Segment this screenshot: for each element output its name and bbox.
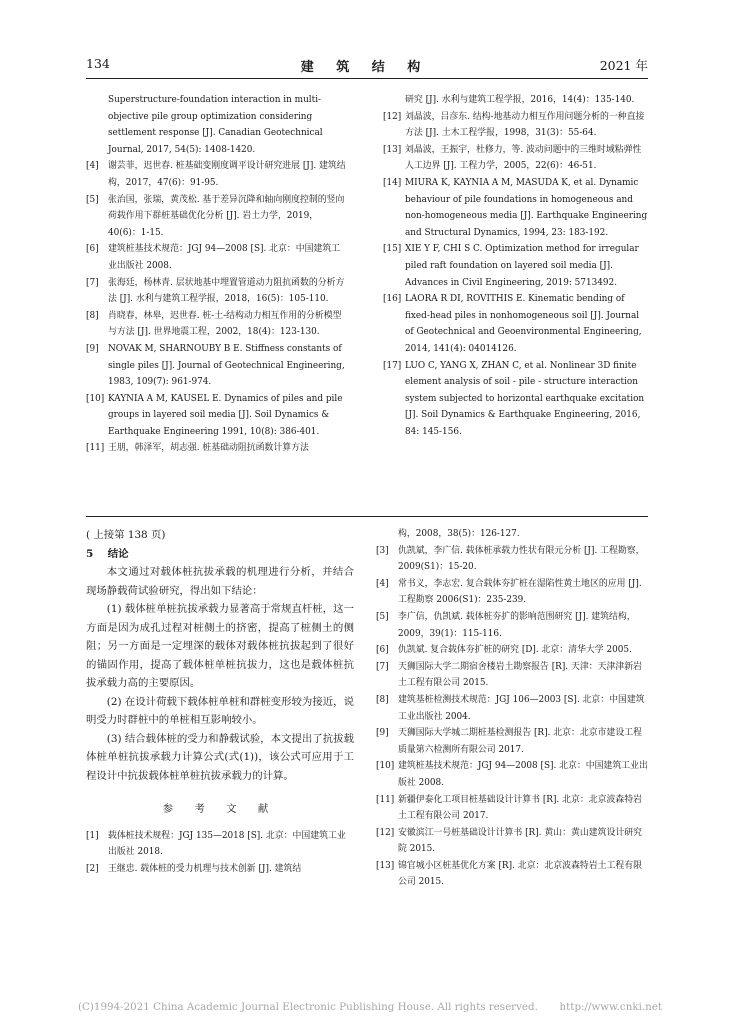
reference-number: [11] — [376, 794, 395, 805]
section-title: 结论 — [107, 547, 129, 560]
reference-number: [4] — [86, 161, 99, 172]
reference-text: 建筑基桩检测技术规范：JGJ 106—2003 [S]. 北京：中国建筑工业出版社 2004. — [398, 694, 645, 722]
reference-item — [383, 291, 649, 357]
reference-item — [86, 192, 348, 242]
reference-item — [86, 158, 348, 191]
reference-item — [383, 142, 649, 175]
reference-text: 建筑桩基技术规范：JGJ 94—2008 [S]. 北京：中国建筑工业出版社 2008. — [108, 244, 341, 271]
reference-text: 研究 [J]. 水利与建筑工程学报，2016，14(4)：135-140. — [405, 95, 635, 105]
reference-number: [12] — [376, 827, 395, 838]
reference-item — [86, 828, 354, 861]
reference-text: 王继忠. 载体桩的受力机理与技术创新 [J]. 建筑结 — [108, 863, 302, 874]
reference-item — [376, 792, 648, 825]
reference-number: [14] — [383, 177, 402, 188]
reference-number: [11] — [86, 443, 105, 454]
reference-item — [376, 758, 648, 791]
reference-item — [383, 109, 649, 142]
section-number: 5 — [86, 547, 94, 560]
reference-text: 谢芸菲，迟世春. 桩基础变刚度调平设计研究进展 [J]. 建筑结构，2017，47(6)：91-95. — [108, 161, 346, 188]
reference-text: LUO C, YANG X, ZHAN C, et al. Nonlinear 3D finite element analysis of soil - pile - structure interaction system subjected to horizontal earthquake excitation [J]. Soil Dynamics & Earthquake Engineering, 2016, 84: 145-156. — [405, 360, 645, 437]
reference-number: [7] — [376, 661, 389, 672]
reference-item — [376, 858, 648, 891]
reference-text: 载体桩技术规程：JGJ 135—2018 [S]. 北京：中国建筑工业出版社 2018. — [108, 830, 346, 858]
conclusion-paragraph: (1) 载体桩单桩抗拔承载力显著高于常规直杆桩，这一方面是因为成孔过程对桩侧土的挤密，提高了桩侧土的侧阻；另一方面是一定埋深的载体对载体桩抗拔起到了很好的锚固作用，提高了载体桩单桩抗拔力，这也是载体桩抗拔承载力高的主要原因。 — [86, 603, 354, 689]
reference-text: 安徽滨江一号桩基础设计计算书 [R]. 黄山：黄山建筑设计研究院 2015. — [398, 827, 642, 855]
bottom-references-right — [376, 526, 648, 891]
reference-number: [5] — [376, 611, 389, 622]
header-rule — [86, 78, 648, 79]
reference-text: NOVAK M, SHARNOUBY B E. Stiffness constants of single piles [J]. Journal of Geotechnical Engineering, 1983, 109(7): 961-974. — [108, 343, 345, 388]
reference-text: XIE Y F, CHI S C. Optimization method for irregular piled raft foundation on layered soil media [J]. Advances in Civil Engineering, 2019: 5713492. — [405, 244, 639, 288]
reference-item — [86, 391, 348, 441]
reference-number: [12] — [383, 111, 402, 122]
reference-text: 仇凯斌，李广信. 载体桩承载力性状有限元分析 [J]. 工程勘察，2009(S1)：15-20. — [398, 545, 645, 573]
reference-number: [10] — [86, 393, 105, 404]
reference-item — [376, 526, 648, 543]
reference-text: 刘晶波，吕彦东. 结构-地基动力相互作用问题分析的一种直接方法 [J]. 土木工程学报，1998，31(3)：55-64. — [405, 111, 645, 139]
reference-text: 构，2008，38(5)：126-127. — [398, 529, 520, 539]
copyright-notice: (C)1994-2021 China Academic Journal Electronic Publishing House. All rights reserved. — [78, 1001, 538, 1013]
footer — [78, 1001, 662, 1013]
reference-item — [86, 92, 348, 158]
reference-text: 王朋，韩泽军，胡志强. 桩基础动阻抗函数计算方法 — [108, 443, 309, 454]
reference-number: [1] — [86, 830, 99, 841]
reference-text: MIURA K, KAYNIA A M, MASUDA K, et al. Dynamic behaviour of pile foundations in homogeneous and non-homogeneous media [J]. Earthquake Engineering and Structural Dynamics, 1994, 23: 183-192. — [405, 177, 648, 238]
reference-text: 新疆伊泰化工项目桩基础设计计算书 [R]. 北京：北京波森特岩土工程有限公司 2017. — [398, 794, 642, 822]
top-references-left — [86, 92, 348, 457]
top-references-right — [383, 92, 649, 440]
reference-text: Superstructure-foundation interaction in multi-objective pile group optimization considering settlement response [J]. Canadian Geotechnical Journal, 2017, 54(5): 1408-1420. — [108, 95, 323, 155]
reference-item — [86, 440, 348, 457]
conclusion-paragraph: (3) 结合载体桩的受力和静载试验，本文提出了抗拔载体桩单桩抗拔承载力计算公式(式(1))，该公式可应用于工程设计中抗拔载体桩单桩抗拔承载力的计算。 — [86, 732, 354, 782]
reference-number: [7] — [86, 277, 99, 288]
reference-text: 肖晓春，林皋，迟世春. 桩-土-结构动力相互作用的分析模型与方法 [J]. 世界地震工程，2002，18(4)：123-130. — [108, 310, 342, 338]
reference-number: [5] — [86, 194, 99, 205]
bottom-references-left — [86, 828, 354, 878]
reference-item — [383, 241, 649, 291]
reference-text: 张海廷，杨林青. 层状地基中埋置管道动力阻抗函数的分析方法 [J]. 水利与建筑工程学报，2018，16(5)：105-110. — [108, 277, 345, 305]
page-number: 134 — [86, 56, 110, 71]
reference-item — [383, 175, 649, 241]
reference-number: [13] — [376, 860, 395, 871]
reference-text: 建筑桩基技术规范：JGJ 94—2008 [S]. 北京：中国建筑工业出版社 2008. — [398, 761, 648, 788]
section-divider — [86, 516, 648, 517]
reference-number: [16] — [383, 294, 402, 305]
section-heading — [86, 545, 354, 564]
reference-item — [376, 609, 648, 642]
reference-item — [376, 659, 648, 692]
reference-item — [376, 543, 648, 576]
reference-text: 天狮国际大学城二期桩基检测报告 [R]. 北京：北京市建设工程质量第六检测所有限公司 2017. — [398, 728, 642, 755]
reference-text: 张治国，张瑞，黄茂松. 基于差异沉降和轴向刚度控制的竖向荷载作用下群桩基础优化分析 [J]. 岩土力学，2019，40(6)：1-15. — [108, 194, 345, 238]
reference-item — [86, 341, 348, 391]
reference-item — [86, 241, 348, 274]
reference-number: [9] — [376, 728, 389, 739]
reference-item — [376, 642, 648, 659]
reference-text: 仇凯斌. 复合载体夯扩桩的研究 [D]. 北京：清华大学 2005. — [398, 645, 632, 656]
reference-number: [13] — [383, 144, 402, 155]
reference-text: 锦官城小区桩基优化方案 [R]. 北京：北京波森特岩土工程有限公司 2015. — [398, 860, 642, 888]
publication-year: 2021 年 — [599, 58, 648, 73]
reference-item — [86, 275, 348, 308]
reference-number: [15] — [383, 244, 402, 255]
conclusion-paragraph: (2) 在设计荷载下载体桩单桩和群桩变形较为接近，说明受力时群桩中的单桩相互影响较小。 — [86, 695, 354, 726]
conclusion-paragraph: 本文通过对载体桩抗拔承载的机理进行分析，并结合现场静载荷试验研究，得出如下结论： — [86, 566, 354, 597]
reference-number: [6] — [376, 645, 389, 656]
conclusion-column — [86, 526, 354, 877]
reference-number: [9] — [86, 343, 99, 354]
reference-text: KAYNIA A M, KAUSEL E. Dynamics of piles and pile groups in layered soil media [J]. Soil Dynamics & Earthquake Engineering 1991, 10(8): 386-401. — [108, 393, 343, 437]
reference-item — [376, 576, 648, 609]
reference-item — [383, 92, 649, 109]
reference-item — [376, 692, 648, 725]
reference-item — [86, 308, 348, 341]
reference-text: 天狮国际大学二期宿舍楼岩土勘察报告 [R]. 天津：天津津新岩土工程有限公司 2015. — [398, 661, 642, 689]
reference-item — [383, 358, 649, 441]
reference-number: [8] — [86, 310, 99, 321]
reference-number: [3] — [376, 545, 389, 556]
reference-item — [86, 861, 354, 878]
reference-number: [8] — [376, 694, 389, 705]
continued-note: ( 上接第 138 页) — [86, 529, 166, 541]
reference-number: [17] — [383, 360, 402, 371]
reference-number: [6] — [86, 244, 99, 255]
reference-text: LAORA R DI, ROVITHIS E. Kinematic bending of fixed-head piles in nonhomogeneous soil [J]. Journal of Geotechnical and Geoenvironmental Engineering, 2014, 141(4): 04014126. — [405, 294, 642, 354]
reference-text: 李广信，仇凯斌. 载体桩夯扩的影响范围研究 [J]. 建筑结构，2009，39(1)：115-116. — [398, 611, 636, 639]
journal-title: 建 筑 结 构 — [300, 60, 430, 75]
reference-item — [376, 825, 648, 858]
conclusion-body — [86, 563, 354, 785]
references-heading: 参 考 文 献 — [162, 803, 278, 815]
reference-number: [10] — [376, 761, 395, 772]
reference-number: [4] — [376, 578, 389, 589]
reference-number: [2] — [86, 863, 99, 874]
footer-url[interactable]: http://www.cnki.net — [559, 1001, 662, 1013]
reference-text: 常书义，李志宏. 复合载体夯扩桩在湿陷性黄土地区的应用 [J]. 工程勘察 2006(S1)：235-239. — [398, 578, 642, 606]
reference-text: 刘晶波，王振宇，杜修力，等. 波动问题中的三维时域粘弹性人工边界 [J]. 工程力学，2005，22(6)：46-51. — [405, 144, 642, 172]
reference-item — [376, 725, 648, 758]
